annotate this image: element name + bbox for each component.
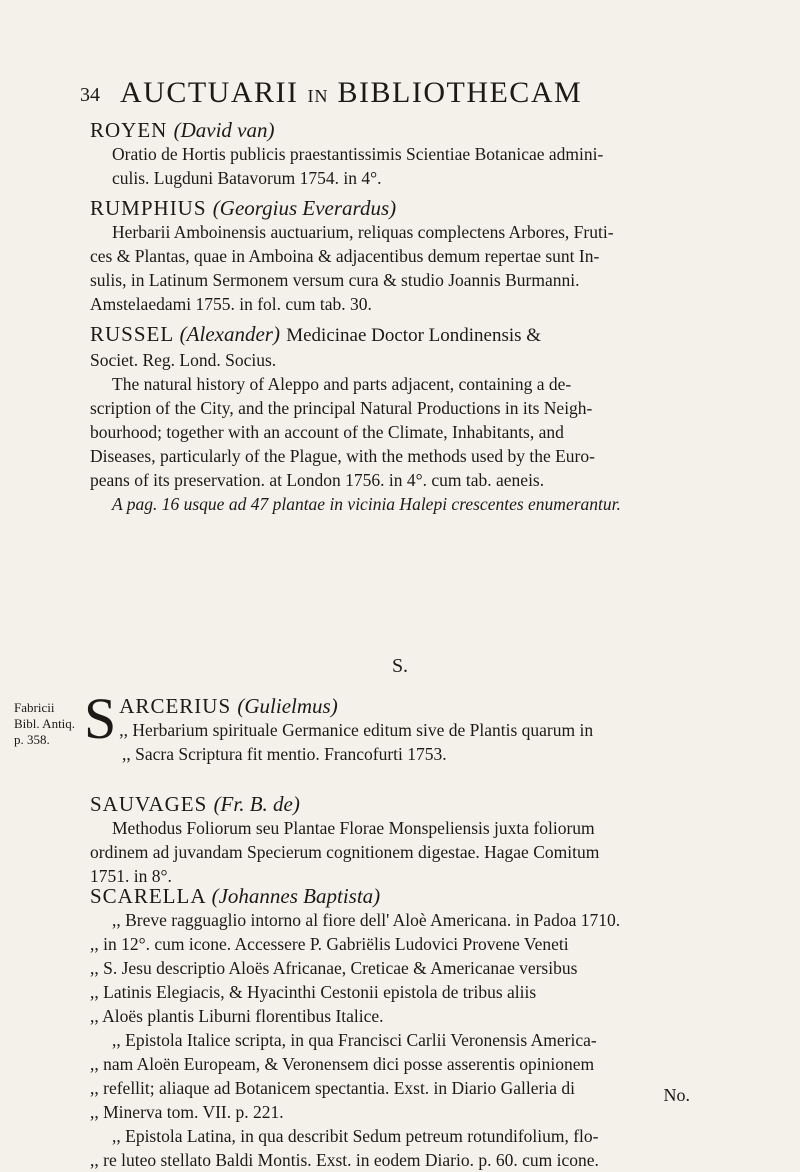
section-letter: S. <box>391 655 409 677</box>
entry-heading <box>90 196 710 220</box>
author-given-name: (Georgius Everardus) <box>212 196 397 220</box>
entry-line: ,, Aloës plantis Liburni florentibus Italice. <box>90 1006 384 1026</box>
entry-line: peans of its preservation. at London 1756. in 4°. cum tab. aeneis. <box>90 470 545 490</box>
author-surname: SCARELLA <box>90 884 206 908</box>
margin-note-line: p. 358. <box>14 732 50 747</box>
entry-line: ,, Sacra Scriptura fit mentio. Francofurti 1753. <box>122 744 447 764</box>
entry-line: ,, Breve ragguaglio intorno al fiore dell' Aloè Americana. in Padoa 1710. <box>112 910 621 930</box>
entry-heading <box>90 792 710 816</box>
author-given-name: (David van) <box>173 118 275 142</box>
author-surname: SAUVAGES <box>90 792 208 816</box>
author-surname: ROYEN <box>90 118 168 142</box>
margin-note-line: Bibl. Antiq. <box>14 716 76 731</box>
entry-line: ,, nam Aloën Europeam, & Veronensem dici posse asserentis opinionem <box>90 1054 595 1074</box>
entry-line: ,, Herbarium spirituale Germanice editum sive de Plantis quarum in <box>119 720 594 740</box>
entry-line: Societ. Reg. Lond. Socius. <box>90 350 277 370</box>
author-given-name: (Alexander) <box>179 322 280 346</box>
entry-heading <box>90 118 710 142</box>
entry-line: bourhood; together with an account of the Climate, Inhabitants, and <box>90 422 564 442</box>
author-given-name: (Gulielmus) <box>237 694 338 718</box>
entry-line: Oratio de Hortis publicis praestantissimis Scientiae Botanicae admini- <box>112 144 604 164</box>
entry-line: Diseases, particularly of the Plague, with the methods used by the Euro- <box>90 446 595 466</box>
margin-note-line: Fabricii <box>14 700 55 715</box>
running-title-word-1: AUCTUARII <box>120 76 299 109</box>
entry-line: The natural history of Aleppo and parts adjacent, containing a de- <box>112 374 572 394</box>
entry-line: ,, refellit; aliaque ad Botanicem spectantia. Exst. in Diario Galleria di <box>90 1078 575 1098</box>
running-title-word-3: BIBLIOTHECAM <box>337 76 583 109</box>
dropcap-letter: S <box>84 686 118 751</box>
running-head <box>80 72 700 112</box>
entry-line: ces & Plantas, quae in Amboina & adjacentibus demum repertae sunt In- <box>90 246 600 266</box>
entry-scarella <box>90 884 710 1172</box>
running-title-word-2: IN <box>307 86 329 106</box>
entry-rumphius <box>90 196 710 316</box>
entry-line: ,, Minerva tom. VII. p. 221. <box>90 1102 284 1122</box>
entry-line: culis. Lugduni Batavorum 1754. in 4°. <box>112 168 382 188</box>
entry-line: Methodus Foliorum seu Plantae Florae Monspeliensis juxta foliorum <box>112 818 595 838</box>
entry-line: A pag. 16 usque ad 47 plantae in vicinia Halepi crescentes enumerantur. <box>112 494 621 514</box>
page-number: 34 <box>80 84 100 106</box>
entry-sauvages <box>90 792 710 888</box>
margin-note <box>14 700 84 748</box>
entry-line: scription of the City, and the principal Natural Productions in its Neigh- <box>90 398 593 418</box>
entry-russel <box>90 322 710 516</box>
entry-line: ,, Epistola Italice scripta, in qua Francisci Carlii Veronensis America- <box>112 1030 597 1050</box>
entry-line: sulis, in Latinum Sermonem versum cura & studio Joannis Burmanni. <box>90 270 580 290</box>
entry-line: ,, Epistola Latina, in qua describit Sedum petreum rotundifolium, flo- <box>112 1126 599 1146</box>
entry-heading <box>90 884 710 908</box>
author-given-name: (Fr. B. de) <box>213 792 300 816</box>
entry-royen <box>90 118 710 190</box>
author-title: Medicinae Doctor Londinensis & <box>286 325 542 346</box>
entry-line: Amstelaedami 1755. in fol. cum tab. 30. <box>90 294 372 314</box>
entry-line: 1751. in 8°. <box>90 866 172 886</box>
author-surname: ARCERIUS <box>119 694 232 718</box>
entry-line: ,, Latinis Elegiacis, & Hyacinthi Cestonii epistola de tribus aliis <box>90 982 537 1002</box>
running-title <box>120 76 582 110</box>
entry-line: Herbarii Amboinensis auctuarium, reliquas complectens Arbores, Fruti- <box>112 222 614 242</box>
author-surname: RUMPHIUS <box>90 196 207 220</box>
author-given-name: (Johannes Baptista) <box>211 884 381 908</box>
author-surname: RUSSEL <box>90 322 174 346</box>
entry-line: ,, S. Jesu descriptio Aloës Africanae, Creticae & Americanae versibus <box>90 958 578 978</box>
entry-line: ordinem ad juvandam Specierum cognitionem digestae. Hagae Comitum <box>90 842 600 862</box>
catchword: No. <box>663 1085 690 1105</box>
entry-heading <box>90 322 710 348</box>
entry-line: ,, re luteo stellato Baldi Montis. Exst. in eodem Diario. p. 60. cum icone. <box>90 1150 599 1170</box>
entry-line: ,, in 12°. cum icone. Accessere P. Gabriëlis Ludovici Provene Veneti <box>90 934 569 954</box>
entry-sarcerius <box>84 686 710 766</box>
